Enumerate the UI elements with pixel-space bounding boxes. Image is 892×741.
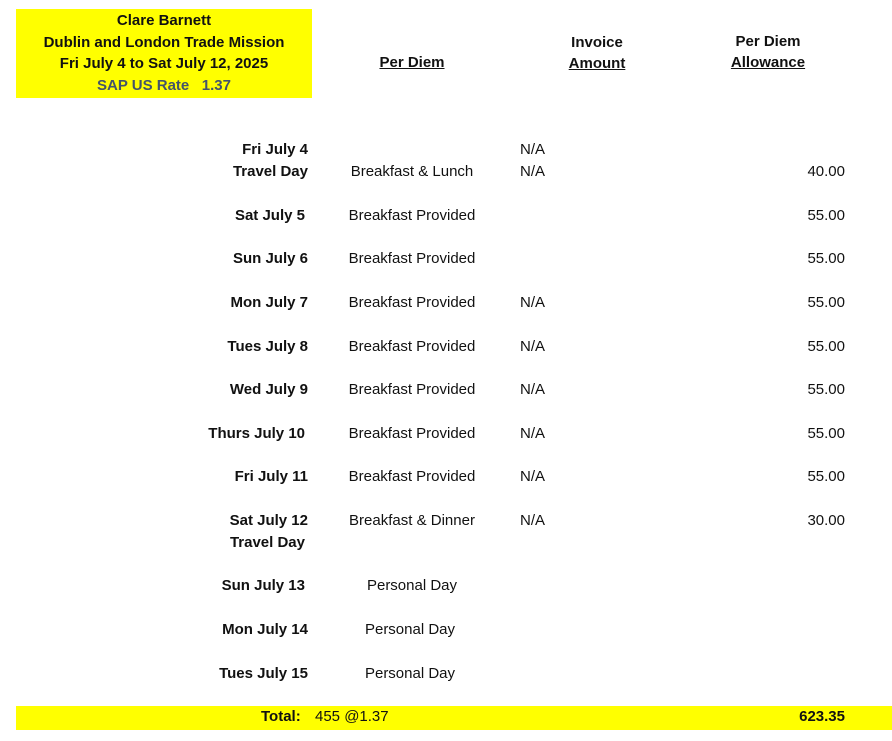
row-allowance: 55.00: [807, 381, 845, 398]
row-allowance: 30.00: [807, 512, 845, 529]
col-header-allowance: [718, 31, 818, 73]
row-per-diem: Breakfast Provided: [348, 250, 476, 267]
row-invoice: N/A: [520, 425, 546, 442]
row-invoice: N/A: [520, 141, 546, 158]
row-day: Tues July 8: [227, 338, 308, 355]
row-allowance: 55.00: [807, 250, 845, 267]
row-allowance: 55.00: [807, 425, 845, 442]
row-per-diem: Personal Day: [364, 621, 456, 638]
row-per-diem: Breakfast & Lunch: [350, 163, 474, 180]
row-allowance: 55.00: [807, 338, 845, 355]
row-per-diem: Breakfast Provided: [348, 338, 476, 355]
exchange-rate: SAP US Rate 1.37: [97, 76, 231, 94]
row-per-diem: Personal Day: [366, 577, 458, 594]
row-day: Travel Day: [229, 534, 305, 551]
mission-title: Dublin and London Trade Mission: [43, 33, 285, 51]
header-box: [16, 9, 312, 98]
row-allowance: 55.00: [807, 207, 845, 224]
traveler-name: Clare Barnett: [116, 12, 212, 29]
row-invoice: N/A: [520, 381, 546, 398]
row-day: Mon July 14: [222, 621, 308, 638]
row-day: Thurs July 10: [208, 425, 305, 442]
row-day: Fri July 11: [234, 468, 308, 485]
trip-dates: Fri July 4 to Sat July 12, 2025: [59, 55, 269, 72]
row-day: Wed July 9: [229, 381, 308, 398]
col-header-invoice-line2: Amount: [568, 55, 626, 72]
total-label: Total:: [261, 708, 301, 725]
row-allowance: 55.00: [807, 468, 845, 485]
row-per-diem: Breakfast Provided: [348, 425, 476, 442]
col-header-per-diem: [362, 52, 462, 73]
col-header-allowance-line2: Allowance: [730, 54, 806, 71]
row-day: Mon July 7: [230, 294, 308, 311]
col-header-allowance-line1: Per Diem: [735, 33, 801, 50]
row-per-diem: Breakfast Provided: [348, 294, 476, 311]
row-day: Sat July 12: [229, 512, 308, 529]
row-invoice: N/A: [520, 468, 546, 485]
row-invoice: N/A: [520, 512, 546, 529]
row-per-diem: Personal Day: [364, 665, 456, 682]
row-per-diem: Breakfast Provided: [348, 468, 476, 485]
total-amount: 623.35: [799, 708, 845, 725]
total-calculation: 455 @1.37: [315, 708, 389, 725]
row-invoice: N/A: [520, 294, 546, 311]
row-day: Fri July 4: [242, 141, 308, 158]
col-header-invoice-line1: Invoice: [571, 34, 623, 51]
col-header-per-diem-label: Per Diem: [379, 54, 445, 71]
row-allowance: 40.00: [807, 163, 845, 180]
row-day: Travel Day: [232, 163, 308, 180]
row-invoice: N/A: [520, 338, 546, 355]
row-day: Sun July 6: [232, 250, 308, 267]
col-header-invoice: [547, 32, 647, 74]
row-allowance: 55.00: [807, 294, 845, 311]
row-per-diem: Breakfast Provided: [348, 381, 476, 398]
row-day: Sat July 5: [234, 207, 305, 224]
row-invoice: N/A: [520, 163, 546, 180]
row-day: Tues July 15: [219, 665, 308, 682]
row-day: Sun July 13: [221, 577, 305, 594]
row-per-diem: Breakfast & Dinner: [349, 512, 475, 529]
row-per-diem: Breakfast Provided: [348, 207, 476, 224]
